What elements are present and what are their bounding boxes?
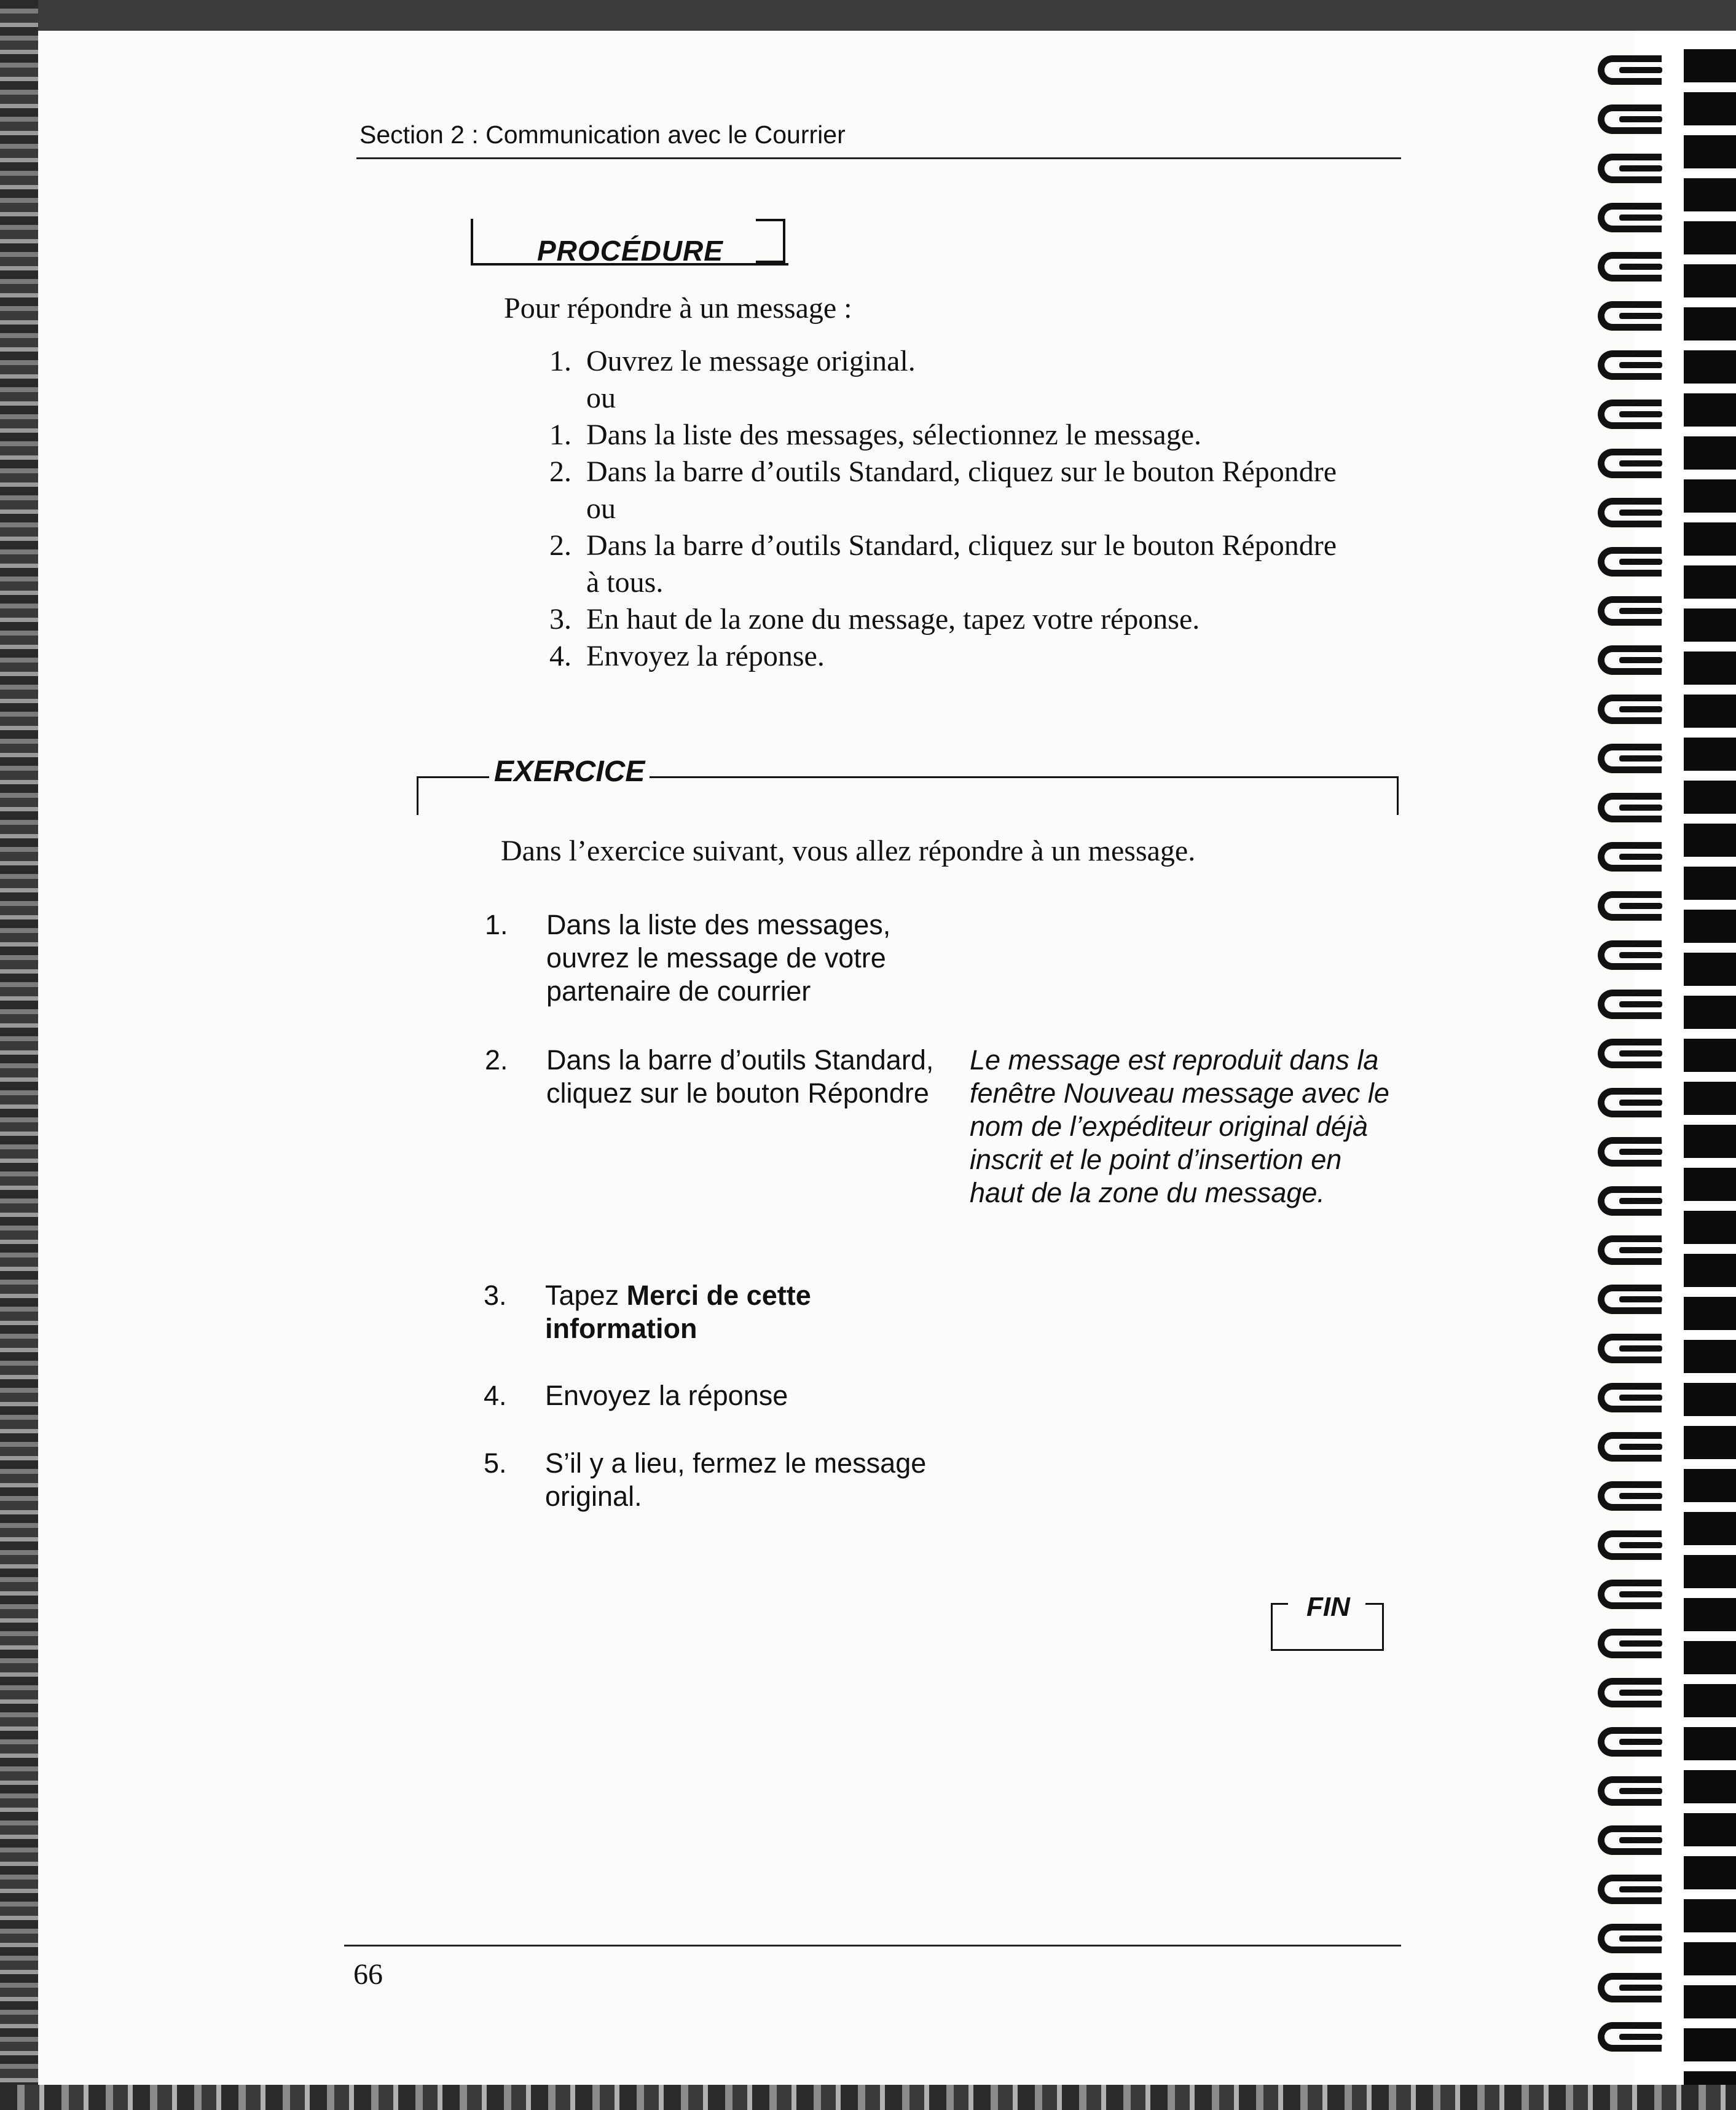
step-number: 2.	[549, 529, 571, 562]
binding-strip	[1684, 49, 1736, 2085]
spiral-coil	[1598, 154, 1662, 183]
procedure-step	[549, 417, 1422, 454]
spiral-coil	[1598, 1678, 1662, 1707]
header-rule	[356, 157, 1401, 159]
page-number: 66	[353, 1958, 383, 1991]
procedure-label: PROCÉDURE	[537, 235, 723, 267]
spiral-coil	[1598, 1235, 1662, 1265]
spiral-coil	[1598, 1334, 1662, 1363]
spiral-coil	[1598, 1973, 1662, 2002]
spiral-coil	[1598, 990, 1662, 1019]
spiral-coil	[1598, 891, 1662, 921]
step-text: ou	[586, 382, 616, 414]
spiral-coil	[1598, 793, 1662, 822]
step-text: En haut de la zone du message, tapez votre réponse.	[586, 603, 1200, 636]
scan-border-top	[0, 0, 1736, 31]
spiral-coil	[1598, 1432, 1662, 1462]
spiral-coil	[1598, 400, 1662, 429]
procedure-step	[549, 638, 1422, 675]
typed-text: Merci de cette information	[545, 1280, 811, 1344]
spiral-coil	[1598, 1285, 1662, 1314]
spiral-coil	[1598, 1727, 1662, 1757]
end-box-top-left	[1271, 1603, 1288, 1605]
spiral-binding	[1598, 55, 1690, 2077]
spiral-coil	[1598, 596, 1662, 626]
spiral-coil	[1598, 301, 1662, 331]
spiral-coil	[1598, 695, 1662, 724]
procedure-step	[549, 343, 1422, 380]
exercise-label: EXERCICE	[489, 755, 650, 789]
spiral-coil	[1598, 449, 1662, 478]
procedure-step	[549, 564, 1422, 601]
spiral-coil	[1598, 498, 1662, 527]
spiral-coil	[1598, 940, 1662, 970]
spiral-coil	[1598, 203, 1662, 232]
step-number: 1.	[485, 909, 508, 940]
step-text: S’il y a lieu, fermez le message original.	[545, 1447, 927, 1512]
procedure-steps	[549, 343, 1422, 675]
step-number: 4.	[549, 640, 571, 672]
spiral-coil	[1598, 547, 1662, 577]
spiral-coil	[1598, 350, 1662, 380]
step-text: Envoyez la réponse	[545, 1380, 788, 1411]
spiral-coil	[1598, 1580, 1662, 1609]
procedure-step	[549, 601, 1422, 638]
step-number: 4.	[484, 1380, 507, 1411]
spiral-coil	[1598, 1137, 1662, 1167]
spiral-coil	[1598, 2022, 1662, 2052]
step-text: Envoyez la réponse.	[586, 640, 825, 672]
footer-rule	[344, 1945, 1401, 1947]
procedure-step	[549, 454, 1422, 490]
step-number: 1.	[549, 419, 571, 451]
spiral-coil	[1598, 645, 1662, 675]
step-text: Dans la barre d’outils Standard, cliquez sur le bouton Répondre	[546, 1044, 934, 1109]
step-text: Dans la barre d’outils Standard, cliquez sur le bouton Répondre	[586, 455, 1337, 488]
spiral-coil	[1598, 842, 1662, 872]
step-text: Dans la liste des messages, sélectionnez le message.	[586, 419, 1202, 451]
step-text: à tous.	[586, 566, 664, 599]
step-text-prefix: Tapez	[545, 1280, 627, 1311]
step-number: 1.	[549, 345, 571, 377]
exercise-note: Le message est reproduit dans la fenêtre Nouveau message avec le nom de l’expéditeur original déjà inscrit et le point d’insertion en haut de la zone du message.	[970, 1044, 1389, 1208]
step-text: ou	[586, 492, 616, 525]
spiral-coil	[1598, 1825, 1662, 1855]
spiral-coil	[1598, 1776, 1662, 1806]
spiral-coil	[1598, 1924, 1662, 1953]
step-number: 2.	[549, 455, 571, 488]
spiral-coil	[1598, 1481, 1662, 1511]
procedure-step	[549, 527, 1422, 564]
exercise-intro: Dans l’exercice suivant, vous allez répondre à un message.	[501, 835, 1196, 867]
procedure-box-right	[756, 219, 785, 263]
spiral-coil	[1598, 104, 1662, 134]
spiral-coil	[1598, 252, 1662, 281]
step-text: Dans la liste des messages, ouvrez le message de votre partenaire de courrier	[546, 909, 891, 1007]
spiral-coil	[1598, 1875, 1662, 1904]
step-number: 2.	[485, 1044, 508, 1076]
step-number: 3.	[549, 603, 571, 636]
step-text	[545, 1279, 963, 1345]
scan-border-left	[0, 0, 38, 2110]
spiral-coil	[1598, 55, 1662, 85]
spiral-coil	[1598, 1186, 1662, 1216]
step-text: Dans la barre d’outils Standard, cliquez sur le bouton Répondre	[586, 529, 1337, 562]
spiral-coil	[1598, 744, 1662, 773]
step-number: 3.	[484, 1280, 507, 1311]
running-header: Section 2 : Communication avec le Courrier	[359, 120, 846, 149]
spiral-coil	[1598, 1629, 1662, 1658]
step-number: 5.	[484, 1447, 507, 1479]
procedure-intro: Pour répondre à un message :	[504, 292, 852, 325]
procedure-step	[549, 380, 1422, 417]
scan-border-bottom	[0, 2085, 1736, 2110]
procedure-step	[549, 490, 1422, 527]
spiral-coil	[1598, 1088, 1662, 1117]
end-box-top-right	[1365, 1603, 1384, 1605]
step-text: Ouvrez le message original.	[586, 345, 916, 377]
spiral-coil	[1598, 1383, 1662, 1412]
end-label: FIN	[1306, 1592, 1350, 1622]
spiral-coil	[1598, 1530, 1662, 1560]
spiral-coil	[1598, 1039, 1662, 1068]
